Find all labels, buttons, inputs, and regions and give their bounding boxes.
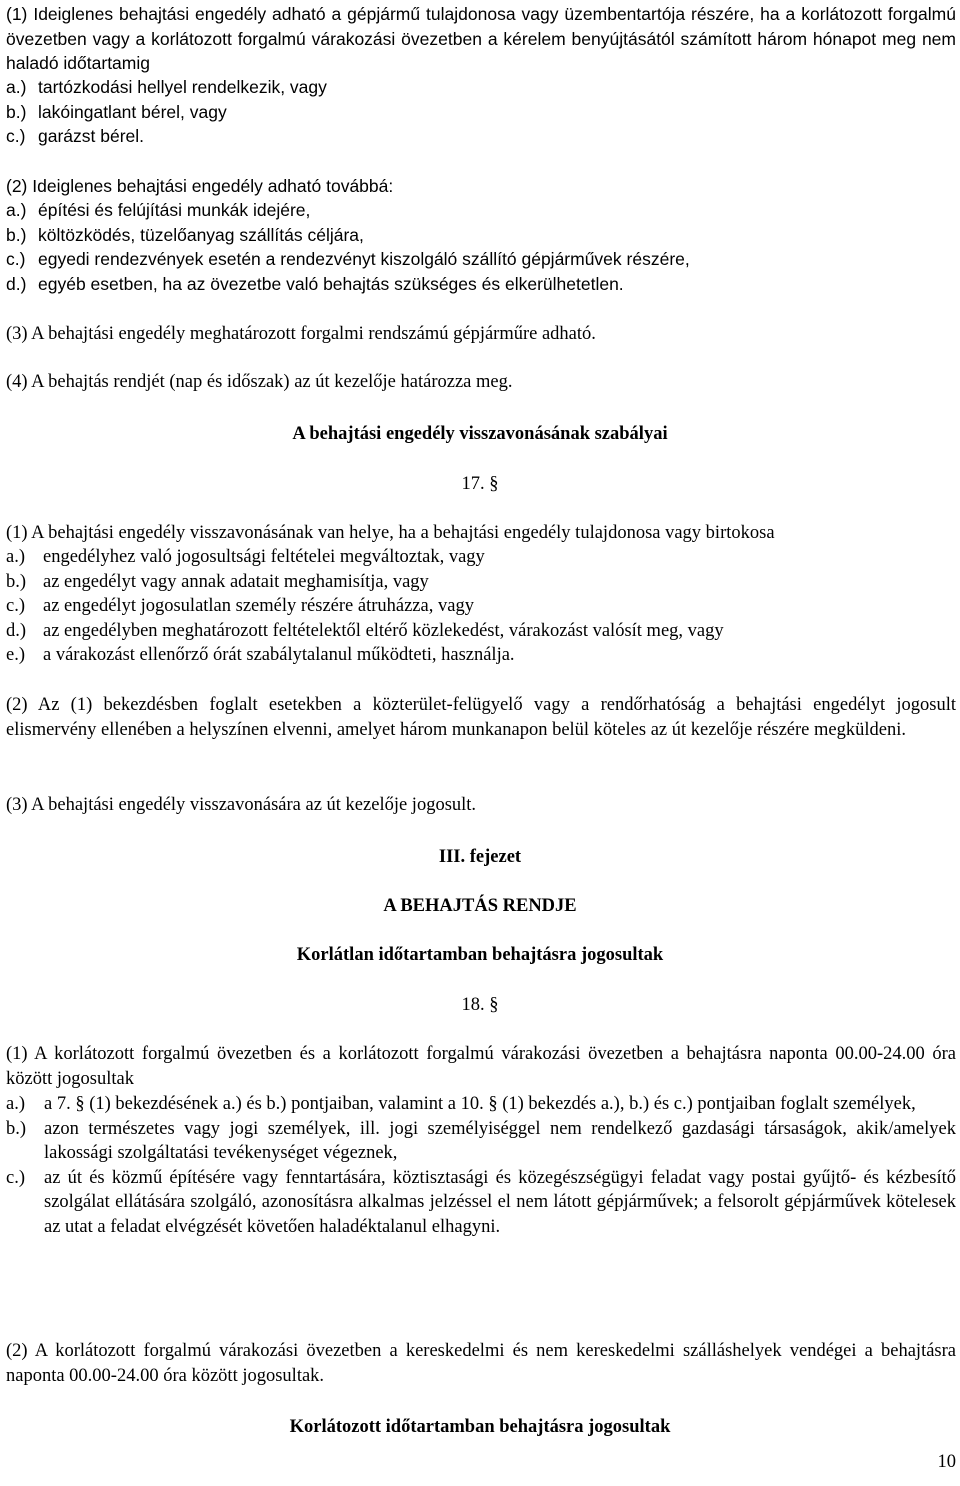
sec17-paragraph-1: (1) A behajtási engedély visszavonásának van helye, ha a behajtási engedély tulajdonosa vagy birtokosa bbox=[6, 523, 775, 543]
item-text: az engedélyt vagy annak adatait meghamisítja, vagy bbox=[43, 571, 429, 592]
sec18-p1-list bbox=[6, 1092, 956, 1239]
item-text: egyedi rendezvények esetén a rendezvényt kiszolgáló szállító gépjárművek részére, bbox=[38, 249, 690, 269]
chapter-title: A BEHAJTÁS RENDJE bbox=[383, 896, 577, 916]
item-text: építési és felújítási munkák idejére, bbox=[38, 200, 311, 220]
section-number-17: 17. § bbox=[461, 474, 499, 494]
sec16-p2-list bbox=[6, 198, 956, 296]
item-label: a.) bbox=[6, 547, 25, 567]
item-label: b.) bbox=[6, 101, 27, 122]
list-item bbox=[6, 1117, 956, 1166]
list-item bbox=[6, 198, 956, 223]
list-item bbox=[6, 594, 956, 619]
item-label: c.) bbox=[6, 596, 25, 616]
heading-revocation: A behajtási engedély visszavonásának szabályai bbox=[292, 424, 668, 444]
heading-unlimited: Korlátlan időtartamban behajtásra jogosultak bbox=[296, 945, 664, 965]
list-item bbox=[6, 643, 956, 668]
sec16-paragraph-2: (2) Ideiglenes behajtási engedély adható továbbá: bbox=[6, 176, 394, 196]
item-text: a várakozást ellenőrző órát szabálytalanul működteti, használja. bbox=[43, 645, 515, 665]
item-label: d.) bbox=[6, 273, 27, 294]
item-text: tartózkodási hellyel rendelkezik, vagy bbox=[38, 77, 327, 97]
sec16-paragraph-1: (1) Ideiglenes behajtási engedély adható a gépjármű tulajdonosa vagy üzembentartója részére, ha a korlátozott forgalmú övezetben vagy a korlátozott forgalmú várakozási övezetben a kérelem benyújtásától számított három hónapot meg nem haladó időtartamig bbox=[6, 4, 956, 73]
item-text: a 7. § (1) bekezdésének a.) és b.) pontjaiban, valamint a 10. § (1) bekezdés a.), b.) és c.) pontjaiban foglalt személyek, bbox=[44, 1094, 916, 1114]
sec18-paragraph-2: (2) A korlátozott forgalmú várakozási övezetben a kereskedelmi és nem kereskedelmi szálláshelyek vendégei a behajtásra naponta 00.00-24.00 óra között jogosultak. bbox=[6, 1341, 956, 1386]
item-label: a.) bbox=[6, 77, 27, 97]
list-item bbox=[6, 570, 956, 595]
list-item bbox=[6, 1166, 956, 1240]
item-text: engedélyhez való jogosultsági feltételei megváltoztak, vagy bbox=[43, 547, 485, 567]
item-label: d.) bbox=[6, 620, 27, 641]
item-label: a.) bbox=[6, 1094, 25, 1114]
page-number: 10 bbox=[937, 1452, 956, 1472]
list-item bbox=[6, 247, 956, 272]
item-text: egyéb esetben, ha az övezetbe való behajtás szükséges és elkerülhetetlen. bbox=[38, 273, 624, 294]
list-item bbox=[6, 100, 956, 125]
item-label: c.) bbox=[6, 249, 26, 269]
list-item bbox=[6, 545, 956, 570]
list-item bbox=[6, 223, 956, 248]
sec17-paragraph-3: (3) A behajtási engedély visszavonására az út kezelője jogosult. bbox=[6, 795, 477, 815]
list-item bbox=[6, 1092, 956, 1117]
item-text: az út és közmű építésére vagy fenntartására, köztisztasági és közegészségügyi feladat vagy postai gyűjtő- és kézbesítő szolgálat ellátására szolgáló, azonosításra alkalmas jelzéssel el nem látott gépjárművek; a felsorolt gépjárművek kötelesek az utat a feladat elvégzését követően haladéktalanul elhagyni. bbox=[44, 1167, 956, 1237]
item-text: garázst bérel. bbox=[38, 126, 145, 146]
item-label: e.) bbox=[6, 645, 25, 665]
item-label: c.) bbox=[6, 126, 26, 146]
sec18-paragraph-1: (1) A korlátozott forgalmú övezetben és a korlátozott forgalmú várakozási övezetben a behajtásra naponta 00.00-24.00 óra között jogosultak bbox=[6, 1044, 956, 1089]
item-text: lakóingatlant bérel, vagy bbox=[38, 101, 227, 122]
list-item bbox=[6, 75, 956, 100]
item-label: b.) bbox=[6, 224, 27, 245]
item-text: költözködés, tüzelőanyag szállítás céljára, bbox=[38, 224, 364, 245]
item-text: azon természetes vagy jogi személyek, ill. jogi személyiséggel nem rendelkező gazdasági társaságok, akik/amelyek lakossági szolgáltatási tevékenységet végeznek, bbox=[44, 1118, 956, 1163]
sec16-paragraph-4: (4) A behajtás rendjét (nap és időszak) az út kezelője határozza meg. bbox=[6, 372, 513, 392]
chapter-number: III. fejezet bbox=[438, 847, 522, 867]
item-label: c.) bbox=[6, 1167, 25, 1188]
item-text: az engedélyt jogosulatlan személy részére átruházza, vagy bbox=[43, 596, 474, 616]
item-label: a.) bbox=[6, 200, 27, 220]
heading-limited: Korlátozott időtartamban behajtásra jogosultak bbox=[289, 1417, 671, 1437]
sec17-p1-list bbox=[6, 545, 956, 668]
item-text: az engedélyben meghatározott feltételektől eltérő közlekedést, várakozást valósít meg, vagy bbox=[43, 620, 724, 641]
item-label: b.) bbox=[6, 1118, 27, 1139]
list-item bbox=[6, 272, 956, 297]
item-label: b.) bbox=[6, 571, 27, 592]
list-item bbox=[6, 619, 956, 644]
list-item bbox=[6, 124, 956, 149]
section-number-18: 18. § bbox=[461, 995, 499, 1015]
sec17-paragraph-2: (2) Az (1) bekezdésben foglalt esetekben a közterület-felügyelő vagy a rendőrhatóság a behajtási engedélyt jogosult elismervény ellenében a helyszínen elvenni, amelyet három munkanapon belül köteles az út kezelője részére megküldeni. bbox=[6, 695, 956, 740]
sec16-p1-list bbox=[6, 75, 956, 149]
sec16-paragraph-3: (3) A behajtási engedély meghatározott forgalmi rendszámú gépjárműre adható. bbox=[6, 324, 596, 344]
